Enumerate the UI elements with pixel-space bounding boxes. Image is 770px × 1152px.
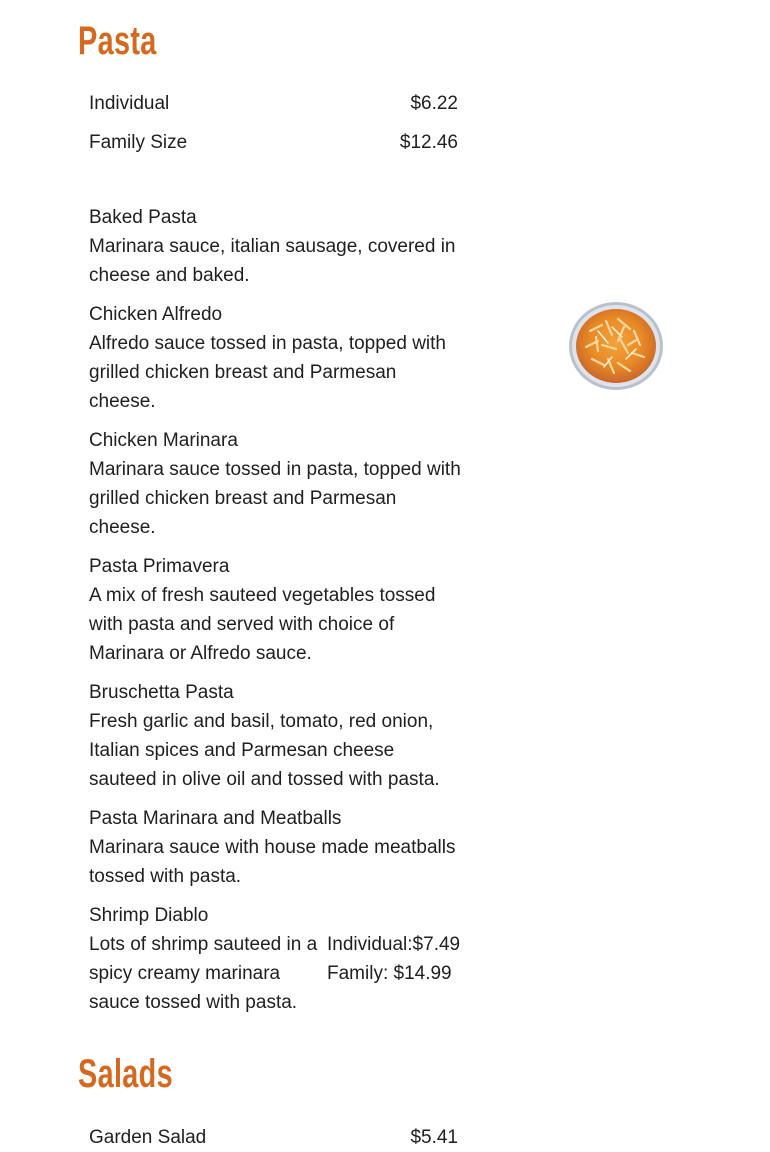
menu-item-chicken-alfredo: [89, 300, 467, 416]
item-description: Lots of shrimp sauteed in a spicy creamy marinara sauce tossed with pasta.: [89, 934, 318, 1013]
item-description: Marinara sauce, italian sausage, covered in cheese and baked.: [89, 236, 456, 286]
menu-item-chicken-marinara: [89, 426, 467, 542]
menu-item-bruschetta-pasta: [89, 678, 467, 794]
size-label: Family Size: [89, 132, 188, 153]
size-row-individual: [89, 89, 458, 118]
item-description: Marinara sauce with house made meatballs tossed with pasta.: [89, 837, 456, 887]
menu-item-pasta-primavera: [89, 552, 467, 668]
salad-price: $5.41: [410, 1127, 458, 1148]
size-price: $6.22: [410, 93, 458, 114]
item-name: Pasta Primavera: [89, 556, 230, 577]
price-family: Family: $14.99: [327, 963, 452, 984]
size-price: $12.46: [399, 132, 458, 153]
item-name: Shrimp Diablo: [89, 905, 209, 926]
item-name: Baked Pasta: [89, 207, 197, 228]
item-description: Fresh garlic and basil, tomato, red onion, Italian spices and Parmesan cheese sauteed in olive oil and tossed with pasta.: [89, 711, 440, 790]
size-row-family: [89, 128, 458, 157]
salad-label: Garden Salad: [89, 1127, 207, 1148]
item-name: Pasta Marinara and Meatballs: [89, 808, 342, 829]
menu-item-pasta-marinara-meatballs: [89, 804, 467, 891]
menu-item-shrimp-diablo: [89, 901, 467, 1017]
item-name: Chicken Alfredo: [89, 304, 223, 325]
item-prices: [327, 930, 467, 1017]
item-description: Marinara sauce tossed in pasta, topped with grilled chicken breast and Parmesan cheese.: [89, 459, 461, 538]
salad-row-garden: [89, 1123, 458, 1152]
section-title-pasta: Pasta: [78, 19, 157, 63]
item-name: Bruschetta Pasta: [89, 682, 234, 703]
section-title-salads: Salads: [78, 1052, 174, 1096]
price-individual: Individual:$7.49: [327, 934, 461, 955]
menu-item-baked-pasta: [89, 203, 467, 290]
item-description: A mix of fresh sauteed vegetables tossed with pasta and served with choice of Marinara or Alfredo sauce.: [89, 585, 436, 664]
pasta-dish-icon: [568, 301, 664, 391]
item-description: Alfredo sauce tossed in pasta, topped with grilled chicken breast and Parmesan cheese.: [89, 333, 447, 412]
size-label: Individual: [89, 93, 170, 114]
item-name: Chicken Marinara: [89, 430, 238, 451]
